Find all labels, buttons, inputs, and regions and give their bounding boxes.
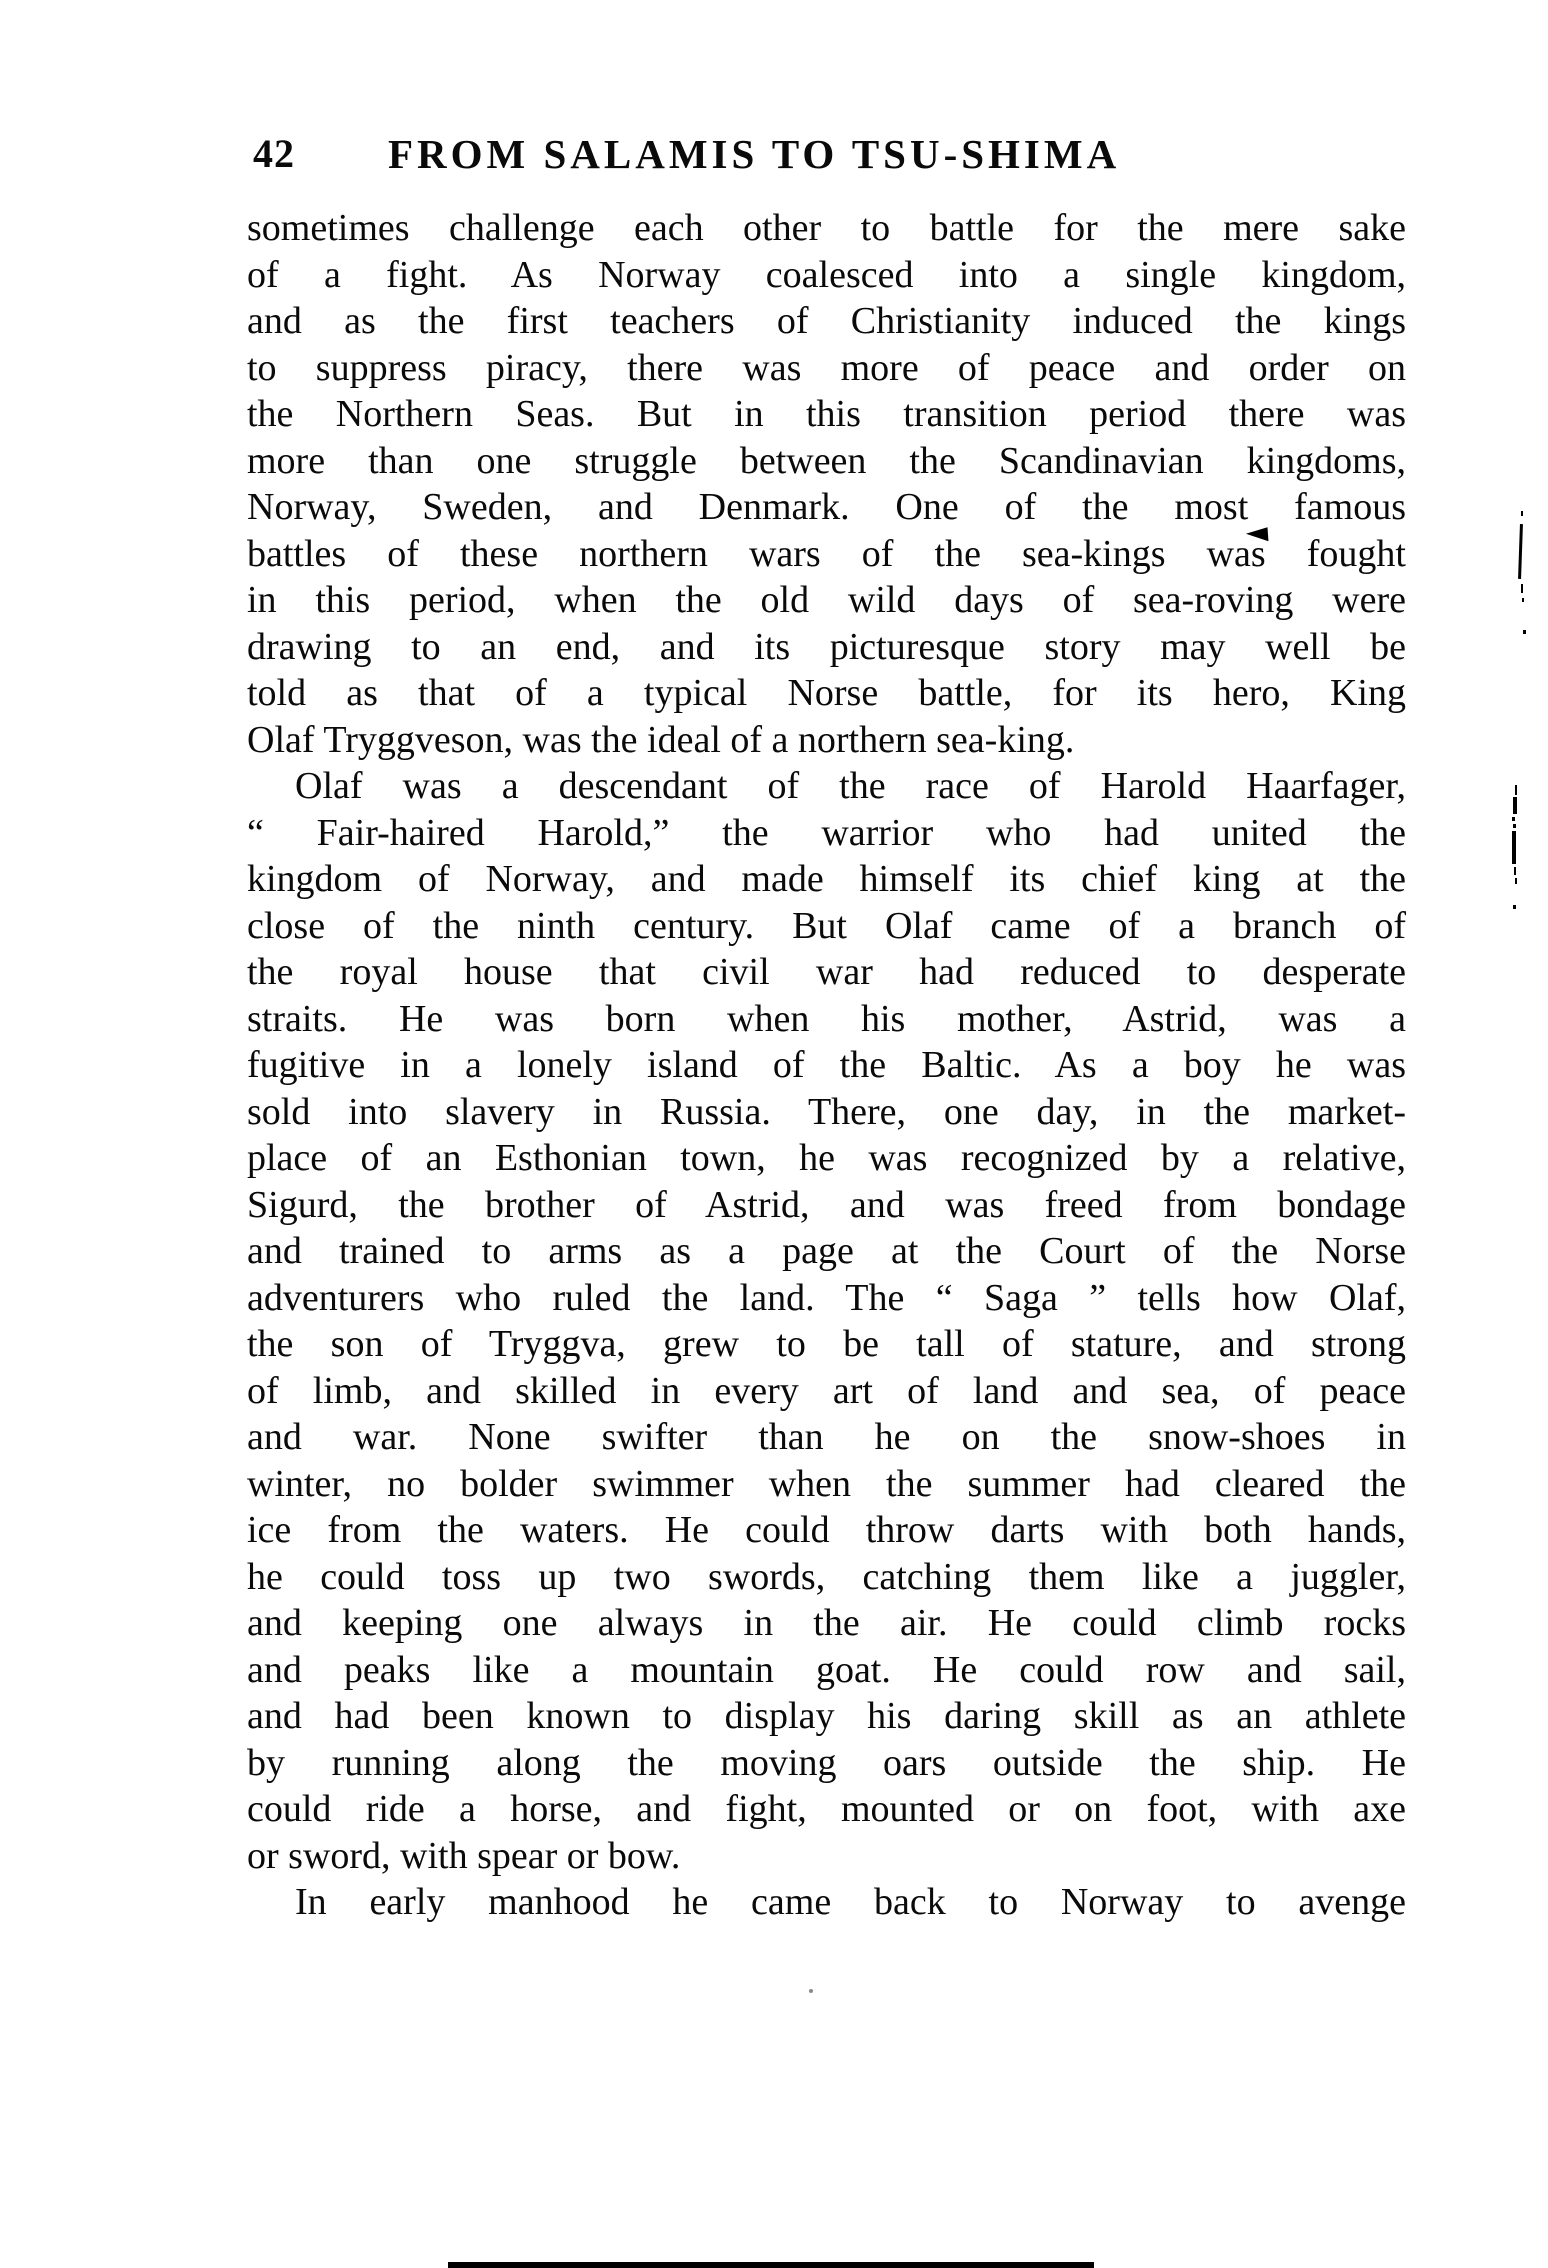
text-line: winter, no bolder swimmer when the summer had cleared the xyxy=(247,1462,1406,1505)
text-line: the Northern Seas. But in this transition period there was xyxy=(247,393,1406,435)
text-line: of limb, and skilled in every art of land and sea, of peace xyxy=(247,1369,1406,1412)
text-line: told as that of a typical Norse battle, for its hero, King xyxy=(247,672,1406,714)
text-line: and keeping one always in the air. He could climb rocks xyxy=(247,1602,1406,1644)
text-line: adventurers who ruled the land. The “ Saga ” tells how Olaf, xyxy=(247,1276,1406,1319)
text-line: and had been known to display his daring skill as an athlete xyxy=(247,1695,1406,1737)
bottom-scan-bar xyxy=(448,2262,1094,2268)
text-line: or sword, with spear or bow. xyxy=(247,1834,681,1877)
text-line: drawing to an end, and its picturesque story may well be xyxy=(247,625,1406,668)
text-line: place of an Esthonian town, he was recognized by a relative, xyxy=(247,1137,1406,1179)
text-line: in this period, when the old wild days of sea-roving were xyxy=(247,579,1406,621)
text-line: of a fight. As Norway coalesced into a single kingdom, xyxy=(247,253,1406,296)
text-line: sold into slavery in Russia. There, one day, in the market- xyxy=(247,1090,1406,1133)
text-line: and trained to arms as a page at the Court of the Norse xyxy=(247,1230,1406,1272)
text-line: battles of these northern wars of the sea-kings was fought xyxy=(247,532,1406,575)
text-line: he could toss up two swords, catching them like a juggler, xyxy=(247,1555,1406,1598)
text-line: could ride a horse, and fight, mounted or on foot, with axe xyxy=(247,1788,1406,1830)
text-line: the royal house that civil war had reduced to desperate xyxy=(247,951,1406,993)
text-line: and war. None swifter than he on the snow-shoes in xyxy=(247,1416,1406,1458)
text-line: ice from the waters. He could throw darts with both hands, xyxy=(247,1509,1406,1551)
text-line: the son of Tryggva, grew to be tall of stature, and strong xyxy=(247,1323,1406,1365)
text-line: and as the first teachers of Christianity induced the kings xyxy=(247,300,1406,342)
scan-speck xyxy=(809,1989,813,1993)
running-title: FROM SALAMIS TO TSU-SHIMA xyxy=(388,131,1121,177)
text-line: close of the ninth century. But Olaf came of a branch of xyxy=(247,904,1406,947)
text-block xyxy=(247,205,1406,1926)
page-header xyxy=(0,130,1548,182)
text-line: to suppress piracy, there was more of peace and order on xyxy=(247,346,1406,389)
text-line: Olaf was a descendant of the race of Harold Haarfager, xyxy=(295,765,1406,807)
text-line: sometimes challenge each other to battle for the mere sake xyxy=(247,207,1406,249)
text-line: fugitive in a lonely island of the Baltic. As a boy he was xyxy=(247,1044,1406,1086)
text-line: Olaf Tryggveson, was the ideal of a northern sea-king. xyxy=(247,718,1075,761)
ink-blot-arrow xyxy=(1246,527,1269,543)
page-number: 42 xyxy=(253,131,295,176)
text-line: Sigurd, the brother of Astrid, and was freed from bondage xyxy=(247,1183,1406,1226)
text-line: kingdom of Norway, and made himself its chief king at the xyxy=(247,858,1406,900)
text-line: and peaks like a mountain goat. He could row and sail, xyxy=(247,1648,1406,1691)
text-line: straits. He was born when his mother, Astrid, was a xyxy=(247,997,1406,1040)
text-line: In early manhood he came back to Norway to avenge xyxy=(295,1881,1406,1923)
text-line: more than one struggle between the Scandinavian kingdoms, xyxy=(247,439,1406,482)
text-line: Norway, Sweden, and Denmark. One of the most famous xyxy=(247,486,1406,528)
text-line: “ Fair-haired Harold,” the warrior who had united the xyxy=(247,811,1406,854)
text-line: by running along the moving oars outside the ship. He xyxy=(247,1741,1406,1784)
